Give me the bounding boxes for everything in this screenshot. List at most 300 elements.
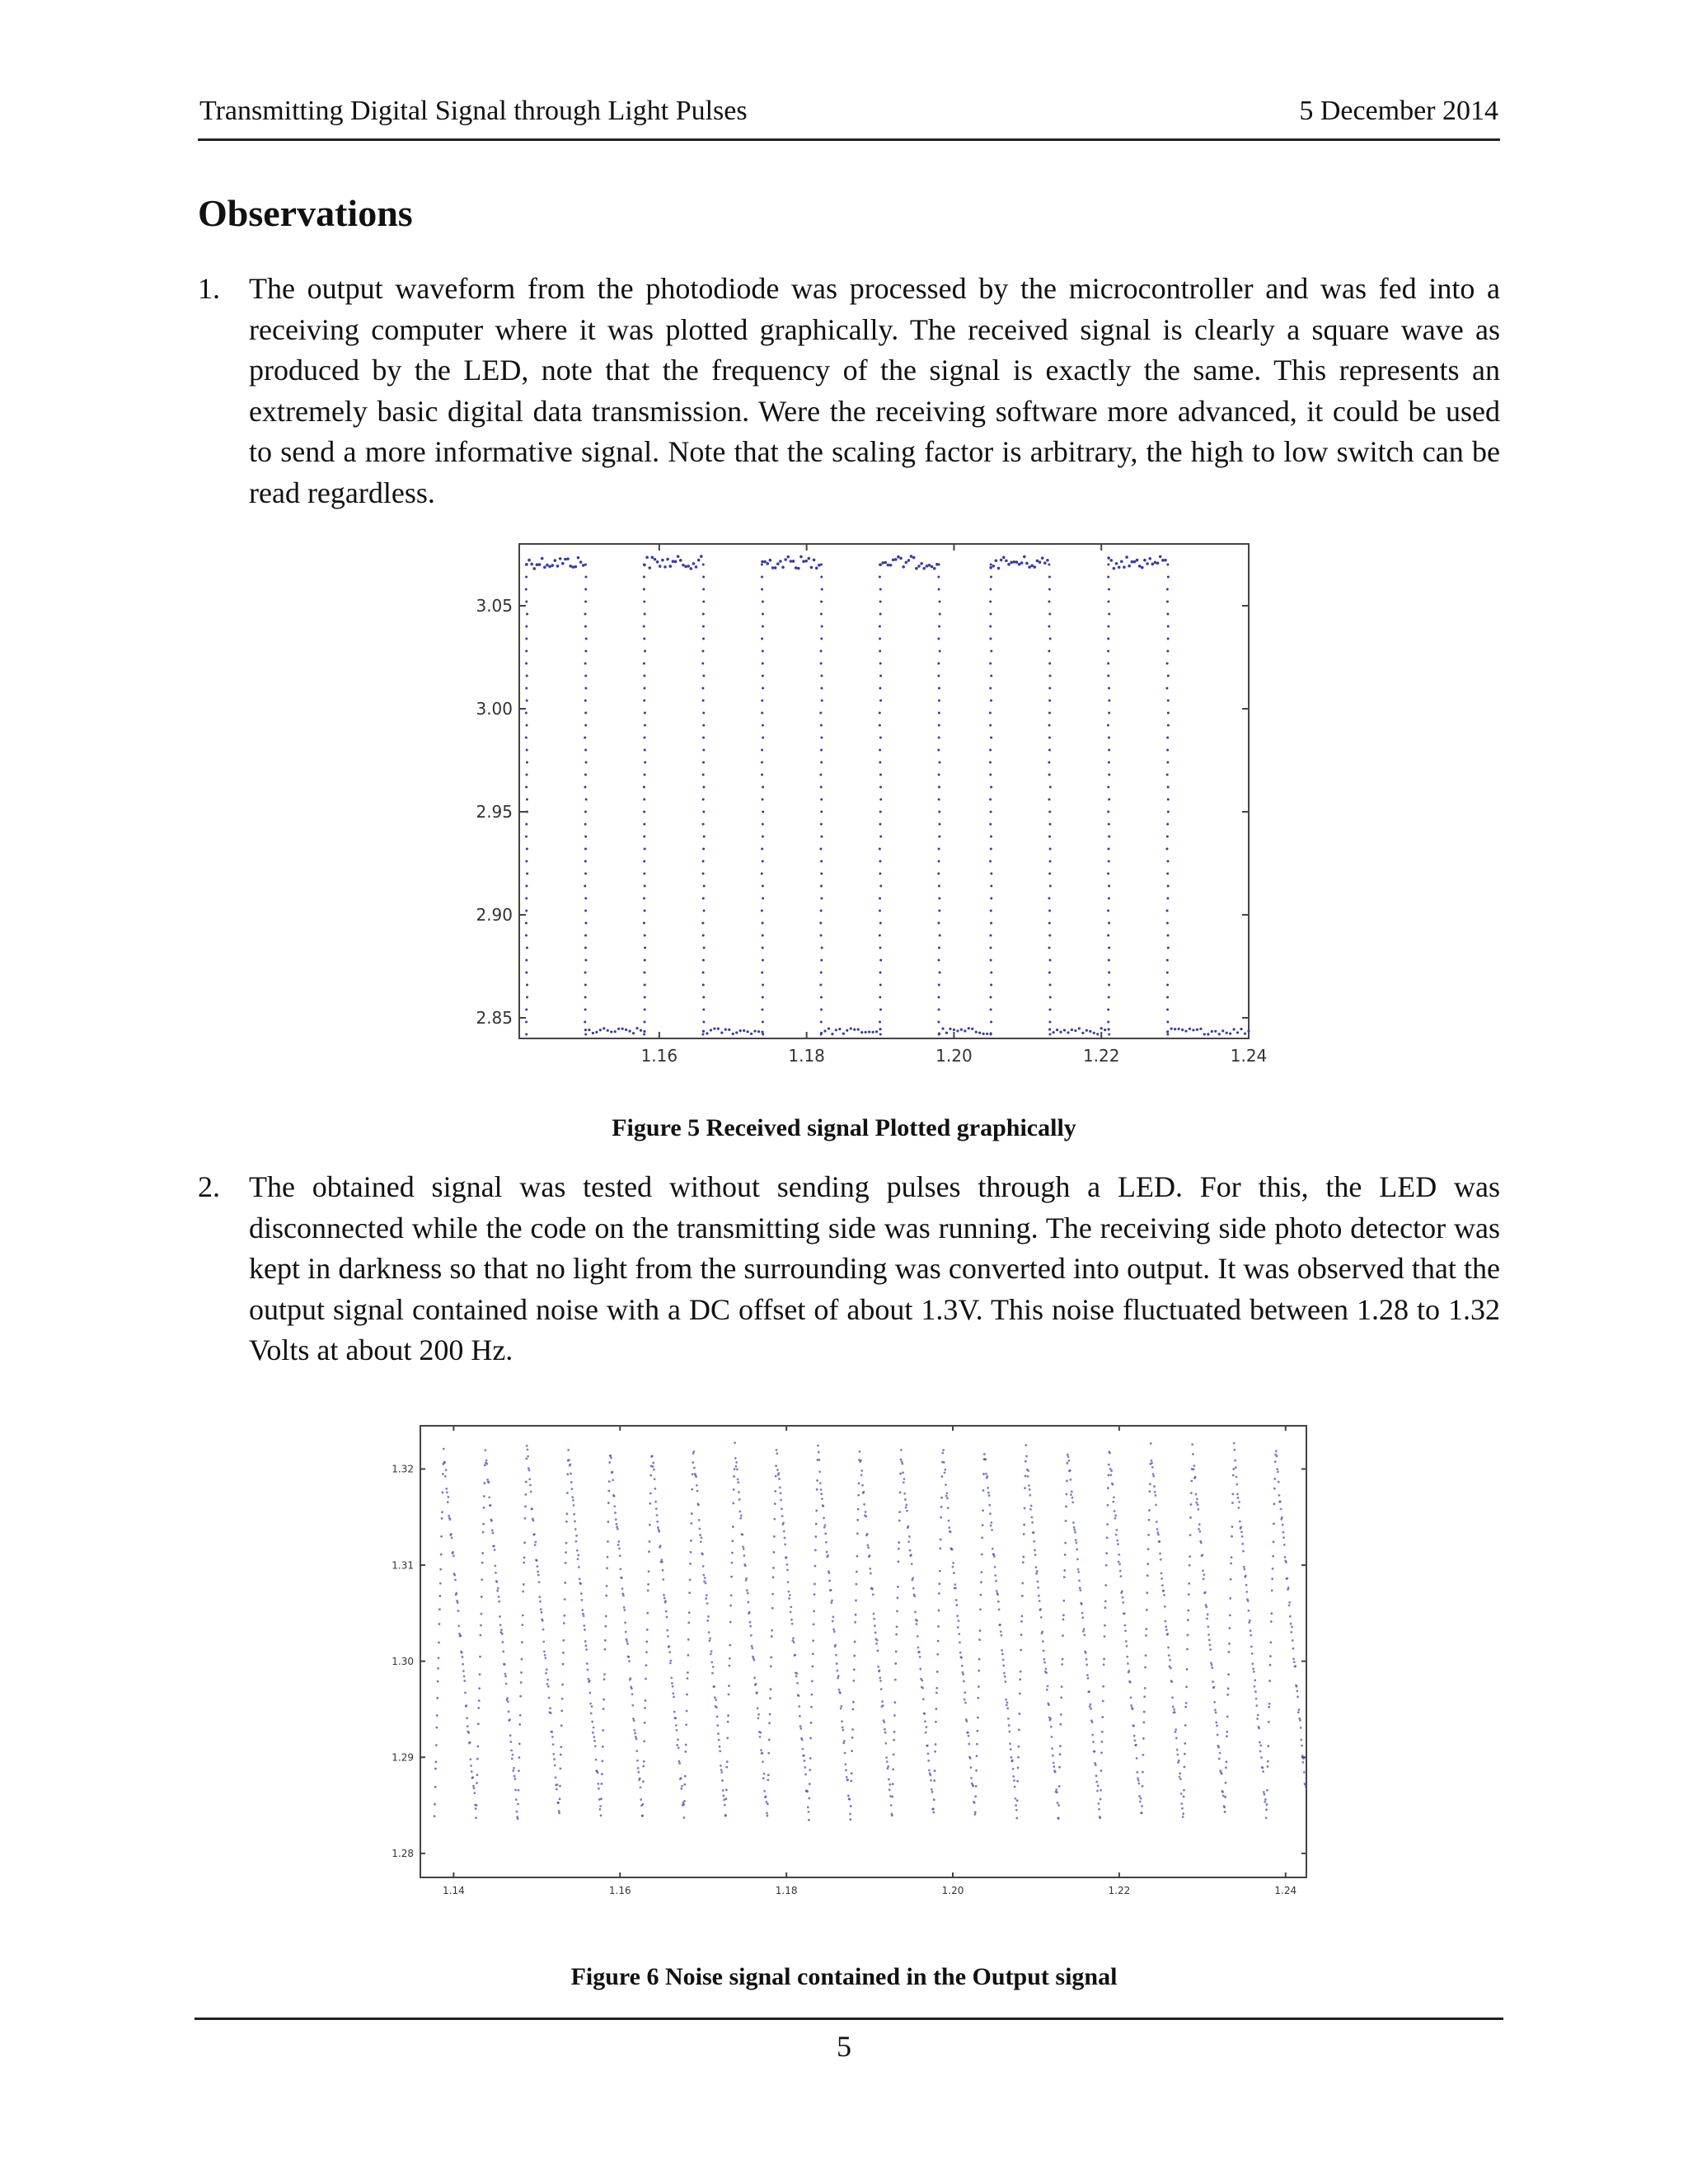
data-point	[826, 1551, 828, 1554]
data-point	[576, 1549, 579, 1552]
data-point	[990, 935, 992, 937]
data-point	[799, 1725, 802, 1727]
data-point	[660, 1558, 663, 1561]
data-point	[1116, 1529, 1118, 1531]
data-point	[1160, 1558, 1162, 1561]
data-point	[762, 885, 764, 888]
data-point	[644, 910, 646, 912]
data-point	[769, 559, 772, 562]
data-point	[879, 799, 882, 801]
data-point	[1006, 1701, 1009, 1704]
data-point	[577, 556, 580, 560]
data-point	[645, 1699, 647, 1702]
data-point	[1091, 1721, 1094, 1723]
data-point	[1107, 935, 1109, 937]
data-point	[584, 910, 587, 912]
data-point	[1166, 588, 1169, 591]
data-point	[592, 1032, 594, 1034]
data-point	[990, 910, 992, 912]
data-point	[644, 984, 646, 987]
data-point	[702, 873, 705, 875]
data-point	[926, 1745, 929, 1747]
data-point	[1108, 898, 1110, 900]
data-point	[569, 565, 572, 568]
data-point	[613, 1495, 616, 1497]
data-point	[678, 1762, 681, 1765]
data-point	[897, 555, 900, 559]
data-point	[1124, 1624, 1127, 1627]
data-point	[870, 1572, 872, 1575]
data-point	[546, 1679, 549, 1681]
data-point	[1002, 556, 1006, 560]
data-point	[719, 1750, 721, 1752]
data-point	[1211, 1030, 1213, 1033]
data-point	[702, 613, 705, 616]
y-tick-label: 3.00	[476, 699, 513, 719]
data-point	[914, 1611, 917, 1614]
data-point	[476, 1804, 478, 1807]
data-point	[1166, 762, 1169, 764]
data-point	[462, 1663, 464, 1666]
data-point	[899, 1473, 902, 1475]
data-point	[1213, 1686, 1216, 1689]
data-point	[820, 1009, 823, 1011]
data-point	[654, 558, 657, 561]
data-point	[994, 1574, 996, 1577]
data-point	[761, 910, 763, 912]
data-point	[1059, 1753, 1062, 1755]
data-point	[507, 1700, 509, 1703]
data-point	[771, 566, 775, 569]
data-point	[1049, 860, 1052, 863]
data-point	[879, 588, 882, 591]
data-point	[747, 1601, 749, 1604]
data-point	[735, 1031, 738, 1033]
data-point	[1143, 1711, 1146, 1713]
data-point	[1048, 959, 1051, 962]
data-point	[952, 1566, 954, 1568]
data-point	[630, 1677, 632, 1680]
data-point	[643, 601, 645, 603]
data-point	[893, 1714, 896, 1717]
data-point	[1000, 1630, 1002, 1633]
data-point	[888, 1779, 890, 1781]
data-point	[442, 1492, 444, 1494]
data-point	[1241, 1543, 1244, 1545]
data-point	[617, 1528, 619, 1530]
data-point	[526, 749, 528, 752]
data-point	[462, 1656, 464, 1658]
data-point	[1270, 1620, 1273, 1623]
data-point	[525, 922, 528, 925]
data-point	[1146, 1574, 1149, 1577]
data-point	[701, 1554, 704, 1556]
data-point	[1167, 947, 1170, 949]
data-point	[738, 1491, 740, 1493]
data-point	[439, 1568, 442, 1571]
data-point	[520, 1671, 523, 1674]
data-point	[763, 1773, 766, 1775]
data-point	[1108, 1464, 1110, 1466]
data-point	[1166, 613, 1169, 616]
data-point	[712, 1666, 715, 1668]
data-point	[525, 1009, 528, 1011]
data-point	[831, 1033, 833, 1035]
data-point	[567, 1449, 570, 1451]
data-point	[894, 1662, 897, 1665]
data-point	[990, 959, 992, 962]
data-point	[643, 626, 645, 628]
data-point	[1141, 1805, 1143, 1807]
data-point	[894, 1679, 897, 1681]
data-point	[889, 564, 893, 567]
data-point	[823, 1526, 826, 1529]
data-point	[648, 566, 651, 569]
data-point	[893, 1754, 895, 1756]
data-point	[759, 1732, 762, 1734]
data-point	[1048, 749, 1051, 752]
data-point	[1092, 1741, 1095, 1743]
data-point	[820, 786, 823, 789]
data-point	[1215, 1722, 1217, 1724]
data-point	[1083, 1628, 1085, 1630]
data-point	[573, 1513, 575, 1516]
data-point	[1100, 1027, 1103, 1029]
data-point	[849, 1812, 851, 1815]
data-point	[604, 1639, 607, 1642]
data-point	[850, 1779, 852, 1782]
data-point	[673, 1696, 675, 1699]
data-point	[584, 601, 587, 603]
data-point	[724, 1797, 727, 1800]
data-point	[989, 996, 992, 999]
data-point	[959, 1641, 961, 1643]
data-point	[606, 1585, 608, 1587]
data-point	[964, 1702, 967, 1704]
data-point	[703, 836, 706, 838]
data-point	[1247, 1610, 1250, 1612]
data-point	[814, 1549, 817, 1551]
data-point	[1047, 1685, 1049, 1687]
data-point	[921, 1680, 924, 1682]
data-point	[498, 1601, 500, 1603]
data-point	[643, 1033, 645, 1036]
data-point	[551, 1731, 553, 1733]
data-point	[1103, 1658, 1105, 1661]
data-point	[480, 1624, 482, 1627]
data-point	[1190, 1492, 1193, 1494]
data-point	[1215, 1711, 1217, 1713]
data-point	[1108, 1028, 1110, 1030]
data-point	[1226, 1735, 1228, 1737]
data-point	[795, 1675, 798, 1677]
data-point	[1006, 1707, 1009, 1709]
data-point	[1288, 1601, 1291, 1604]
data-point	[624, 1621, 626, 1624]
data-point	[814, 1583, 816, 1586]
data-point	[819, 1482, 822, 1484]
data-point	[1097, 1784, 1100, 1787]
data-point	[644, 650, 646, 653]
data-point	[915, 1623, 917, 1625]
data-point	[1132, 1708, 1134, 1710]
data-point	[867, 1547, 870, 1549]
data-point	[938, 1610, 940, 1612]
data-point	[1227, 1673, 1230, 1675]
data-point	[851, 1736, 854, 1739]
data-point	[901, 1463, 903, 1465]
data-point	[779, 1486, 781, 1488]
data-point	[762, 601, 764, 603]
data-point	[1166, 922, 1169, 925]
data-point	[680, 1777, 682, 1779]
data-point	[1259, 1744, 1262, 1746]
data-point	[1211, 1664, 1213, 1666]
data-point	[537, 1571, 539, 1573]
data-point	[715, 1699, 717, 1701]
data-point	[786, 1569, 789, 1572]
data-point	[1024, 1487, 1026, 1489]
data-point	[543, 1650, 546, 1652]
data-point	[1273, 1478, 1276, 1480]
data-point	[939, 1570, 941, 1572]
data-point	[804, 1766, 806, 1769]
data-point	[899, 1491, 902, 1493]
data-point	[526, 700, 528, 702]
data-point	[779, 560, 782, 563]
data-point	[1248, 1621, 1250, 1624]
data-point	[875, 1030, 878, 1033]
data-point	[821, 947, 823, 949]
data-point	[1219, 1752, 1221, 1755]
data-point	[1105, 1564, 1108, 1567]
data-point	[762, 1777, 765, 1779]
data-point	[435, 1727, 438, 1729]
data-point	[820, 749, 823, 752]
data-point	[1015, 560, 1019, 564]
data-point	[700, 1541, 702, 1544]
data-point	[738, 1498, 741, 1501]
data-point	[1004, 1675, 1006, 1678]
data-point	[1106, 1537, 1109, 1540]
data-point	[987, 1492, 990, 1494]
data-point	[1180, 1793, 1183, 1795]
data-point	[898, 1520, 901, 1522]
data-point	[585, 1648, 588, 1651]
data-point	[956, 1604, 959, 1606]
data-point	[559, 557, 562, 560]
data-point	[518, 1723, 521, 1726]
data-point	[523, 1562, 525, 1564]
data-point	[1062, 1634, 1064, 1637]
data-point	[1264, 1801, 1266, 1803]
data-point	[1189, 1028, 1191, 1030]
data-point	[879, 811, 882, 813]
data-point	[1165, 1620, 1167, 1623]
data-point	[1071, 1501, 1074, 1503]
data-point	[1205, 1605, 1207, 1608]
data-point	[1027, 1469, 1029, 1472]
data-point	[436, 1697, 438, 1699]
data-point	[665, 1610, 668, 1613]
data-point	[1128, 565, 1131, 568]
data-point	[605, 1615, 607, 1618]
data-point	[1226, 1731, 1228, 1733]
data-point	[739, 1511, 742, 1513]
data-point	[1079, 1589, 1081, 1591]
data-point	[838, 1028, 841, 1030]
data-point	[1166, 910, 1169, 912]
data-point	[790, 1619, 793, 1621]
data-point	[682, 564, 685, 567]
data-point	[750, 1033, 753, 1035]
data-point	[524, 1517, 527, 1520]
data-point	[955, 1599, 958, 1601]
data-point	[1029, 1494, 1031, 1497]
data-point	[724, 1804, 726, 1807]
data-point	[1175, 1731, 1177, 1733]
data-point	[1151, 1460, 1153, 1462]
data-point	[643, 564, 645, 566]
data-point	[1149, 1490, 1151, 1493]
data-point	[892, 559, 895, 562]
data-point	[559, 1797, 561, 1800]
data-point	[900, 1449, 903, 1451]
data-point	[1151, 1462, 1153, 1465]
data-point	[461, 1652, 463, 1654]
data-point	[757, 1717, 759, 1719]
data-point	[525, 1021, 528, 1024]
data-point	[1256, 1718, 1259, 1720]
data-point	[1230, 1578, 1232, 1581]
data-point	[701, 650, 704, 653]
data-point	[476, 1758, 479, 1760]
data-point	[898, 1511, 901, 1513]
data-point	[879, 922, 882, 925]
data-point	[636, 1760, 639, 1762]
data-point	[743, 1548, 745, 1550]
data-point	[853, 1655, 856, 1657]
data-point	[687, 1621, 690, 1624]
data-point	[1108, 1033, 1110, 1036]
data-point	[1108, 749, 1110, 752]
data-point	[556, 565, 560, 568]
data-point	[835, 1029, 837, 1031]
data-point	[799, 1727, 802, 1730]
data-point	[784, 558, 787, 561]
data-point	[1249, 1619, 1251, 1622]
data-point	[452, 1551, 454, 1554]
data-point	[1041, 556, 1044, 560]
data-point	[1075, 1539, 1077, 1541]
data-point	[1245, 1575, 1247, 1577]
data-point	[819, 984, 822, 987]
data-point	[1012, 560, 1015, 564]
data-point	[551, 564, 554, 567]
data-point	[807, 1806, 809, 1808]
data-point	[1018, 1729, 1020, 1732]
data-point	[563, 1615, 565, 1617]
data-point	[1255, 1698, 1258, 1700]
data-point	[462, 1670, 465, 1672]
data-point	[730, 1576, 733, 1578]
data-point	[820, 959, 823, 962]
data-point	[991, 1529, 993, 1531]
data-point	[846, 1029, 848, 1032]
data-point	[688, 1591, 691, 1594]
data-point	[642, 1803, 645, 1806]
data-point	[820, 638, 823, 640]
data-point	[994, 1566, 996, 1568]
data-point	[1023, 1533, 1025, 1535]
data-point	[966, 1720, 968, 1722]
data-point	[821, 1497, 823, 1500]
data-point	[647, 1583, 649, 1586]
data-point	[1043, 1649, 1045, 1652]
data-point	[1107, 663, 1109, 665]
data-point	[702, 935, 705, 937]
data-point	[1268, 1706, 1270, 1708]
data-point	[600, 1797, 603, 1800]
data-point	[628, 1029, 631, 1032]
data-point	[1122, 1596, 1124, 1599]
data-point	[523, 1583, 525, 1586]
data-point	[1167, 675, 1170, 677]
data-point	[1146, 1628, 1148, 1630]
data-point	[1234, 1460, 1236, 1462]
data-point	[728, 1029, 730, 1031]
data-point	[648, 1570, 650, 1572]
data-point	[1300, 1727, 1302, 1729]
data-point	[1107, 675, 1109, 677]
data-point	[833, 1630, 836, 1633]
data-point	[762, 663, 764, 665]
data-point	[762, 811, 764, 813]
data-point	[937, 1625, 940, 1628]
data-point	[695, 565, 698, 569]
data-point	[1005, 560, 1008, 563]
data-point	[828, 1027, 830, 1029]
data-point	[1269, 1641, 1272, 1643]
data-point	[1057, 1817, 1060, 1820]
data-point	[1115, 1534, 1118, 1536]
data-point	[990, 1525, 992, 1527]
data-point	[548, 565, 551, 569]
data-point	[643, 786, 645, 789]
data-point	[1166, 860, 1169, 863]
data-point	[919, 1668, 921, 1671]
data-point	[1117, 1543, 1119, 1545]
data-point	[937, 749, 940, 752]
data-point	[1154, 561, 1157, 565]
data-point	[719, 1746, 721, 1748]
data-point	[562, 1652, 565, 1654]
data-point	[1011, 1760, 1014, 1762]
data-point	[692, 1473, 694, 1475]
data-point	[1189, 1555, 1191, 1558]
data-point	[1076, 1542, 1078, 1544]
data-point	[811, 1680, 814, 1683]
data-point	[1126, 1645, 1128, 1647]
data-point	[1193, 1465, 1195, 1467]
data-point	[819, 774, 822, 776]
data-point	[975, 1769, 978, 1772]
data-point	[643, 811, 645, 813]
data-point	[1049, 675, 1052, 677]
data-point	[996, 1590, 998, 1592]
data-point	[812, 1652, 814, 1655]
data-point	[835, 1654, 837, 1657]
